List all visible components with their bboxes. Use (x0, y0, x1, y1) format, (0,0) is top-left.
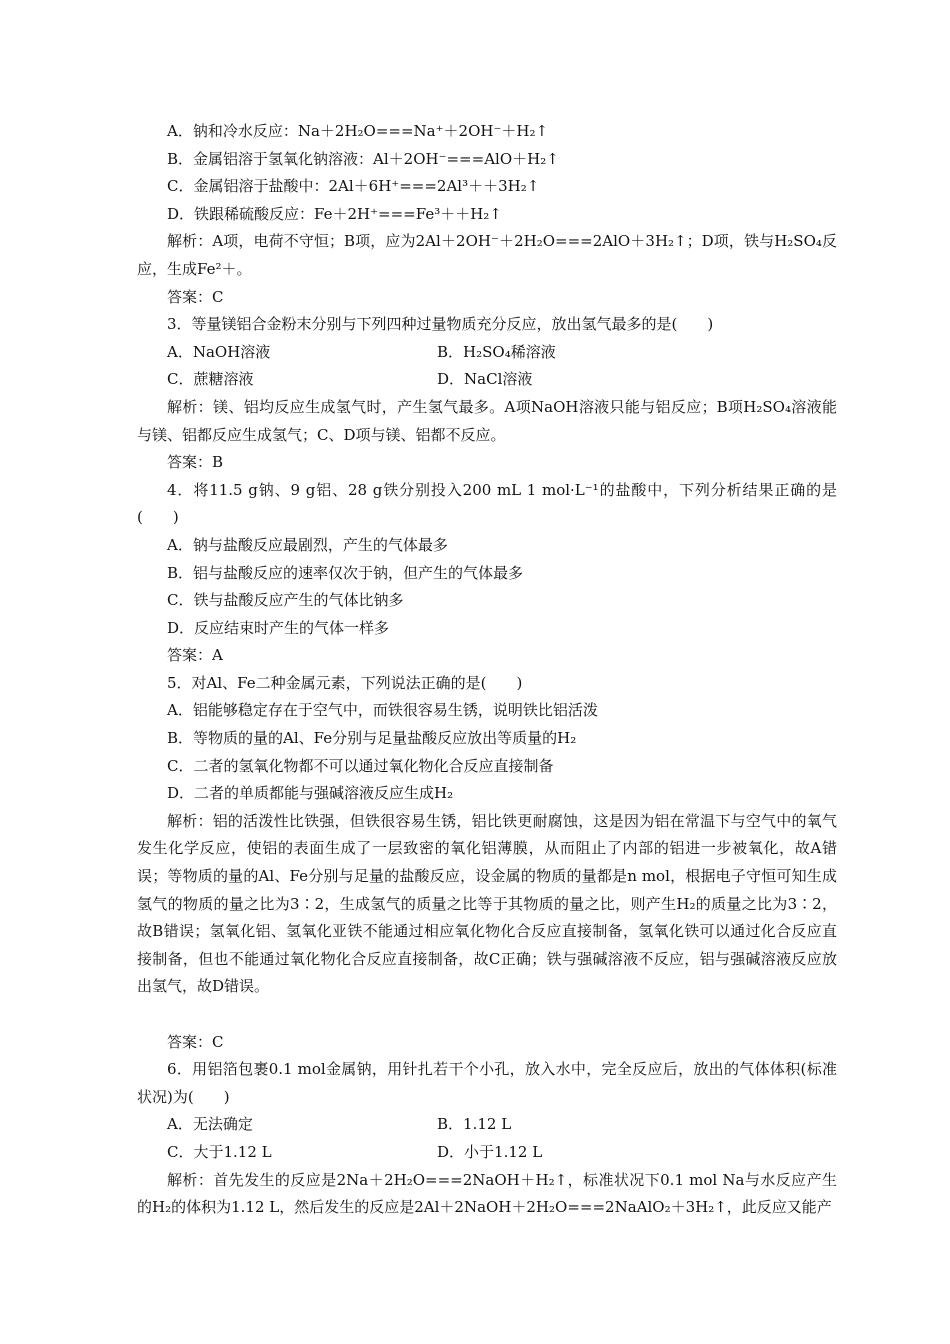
q3-answer: 答案：B (167, 453, 224, 472)
q4-answer: 答案：A (167, 646, 223, 665)
q3-option-c: C．蔗糖溶液 (167, 370, 254, 389)
q6-option-d: D．小于1.12 L (437, 1143, 543, 1162)
q5-answer: 答案：C (167, 1032, 224, 1051)
q5-stem: 5．对Al、Fe二种金属元素，下列说法正确的是( ) (167, 673, 523, 692)
q6-options-row-2 (137, 1139, 837, 1167)
q5-option-b: B．等物质的量的Al、Fe分别与足量盐酸反应放出等质量的H₂ (167, 729, 577, 748)
q4-option-d: D．反应结束时产生的气体一样多 (167, 618, 390, 637)
q4-stem: 4．将11.5 g钠、9 g铝、28 g铁分别投入200 mL 1 mol·L⁻¹的盐酸中，下列分析结果正确的是( ) (137, 480, 837, 527)
q5-option-d: D．二者的单质都能与强碱溶液反应生成H₂ (167, 784, 454, 803)
q6-option-a: A．无法确定 (167, 1115, 253, 1134)
document-content (137, 118, 837, 1222)
q2-analysis: 解析：A项，电荷不守恒；B项，应为2Al＋2OH⁻＋2H₂O===2AlO＋3H₂↑；D项，铁与H₂SO₄反应，生成Fe²＋。 (137, 232, 837, 278)
q6-analysis: 解析：首先发生的反应是2Na＋2H₂O===2NaOH＋H₂↑，标准状况下0.1 mol Na与水反应产生的H₂的体积为1.12 L，然后发生的反应是2Al＋2NaOH＋2H₂O===2NaAlO₂＋3H₂↑，此反应又能产 (137, 1170, 837, 1217)
q2-option-d: D．铁跟稀硫酸反应：Fe＋2H⁺===Fe³＋＋H₂↑ (167, 204, 502, 223)
q3-options-row-1 (137, 339, 837, 367)
q3-stem: 3．等量镁铝合金粉末分别与下列四种过量物质充分反应，放出氢气最多的是( ) (167, 315, 714, 334)
q6-option-b: B．1.12 L (437, 1115, 512, 1134)
q3-option-a: A．NaOH溶液 (167, 342, 271, 361)
q6-option-c: C．大于1.12 L (167, 1143, 272, 1162)
q5-analysis: 解析：铝的活泼性比铁强，但铁很容易生锈，铝比铁更耐腐蚀，这是因为铝在常温下与空气中的氧气发生化学反应，使铝的表面生成了一层致密的氧化铝薄膜，从而阻止了内部的铝进一步被氧化，故A错误；等物质的量的Al、Fe分别与足量的盐酸反应，设金属的物质的量都是n mol，根据电子守恒可知生成氢气的物质的量之比为3∶2，生成氢气的质量之比等于其物质的量之比，则产生H₂的质量之比为3∶2，故B错误；氢氧化铝、氢氧化亚铁不能通过相应氧化物化合反应直接制备，氢氧化铁可以通过化合反应直接制备，但也不能通过氧化物化合反应直接制备，故C正确；铁与强碱溶液不反应，铝与强碱溶液反应放出氢气，故D错误。 (137, 811, 837, 996)
q3-options-row-2 (137, 366, 837, 394)
q2-answer: 答案：C (167, 287, 224, 306)
q3-analysis: 解析：镁、铝均反应生成氢气时，产生氢气最多。A项NaOH溶液只能与铝反应；B项H₂SO₄溶液能与镁、铝都反应生成氢气；C、D项与镁、铝都不反应。 (137, 397, 837, 444)
q3-option-b: B．H₂SO₄稀溶液 (437, 342, 556, 361)
q2-option-a: A．钠和冷水反应：Na＋2H₂O===Na⁺＋2OH⁻＋H₂↑ (167, 122, 549, 140)
q2-option-b: B．金属铝溶于氢氧化钠溶液：Al＋2OH⁻===AlO＋H₂↑ (167, 149, 559, 168)
q5-option-c: C．二者的氢氧化物都不可以通过氧化物化合反应直接制备 (167, 756, 554, 775)
q3-option-d: D．NaCl溶液 (437, 370, 533, 389)
q6-stem: 6．用铝箔包裹0.1 mol金属钠，用针扎若干个小孔，放入水中，完全反应后，放出的气体体积(标准状况)为( ) (137, 1060, 837, 1106)
q2-option-c: C．金属铝溶于盐酸中：2Al＋6H⁺===2Al³＋＋3H₂↑ (167, 177, 540, 196)
q4-option-a: A．钠与盐酸反应最剧烈，产生的气体最多 (167, 535, 448, 554)
q4-option-b: B．铝与盐酸反应的速率仅次于钠，但产生的气体最多 (167, 563, 524, 582)
q6-options-row-1 (137, 1111, 837, 1139)
q4-option-c: C．铁与盐酸反应产生的气体比钠多 (167, 591, 404, 610)
q5-option-a: A．铝能够稳定存在于空气中，而铁很容易生锈，说明铁比铝活泼 (167, 701, 598, 720)
